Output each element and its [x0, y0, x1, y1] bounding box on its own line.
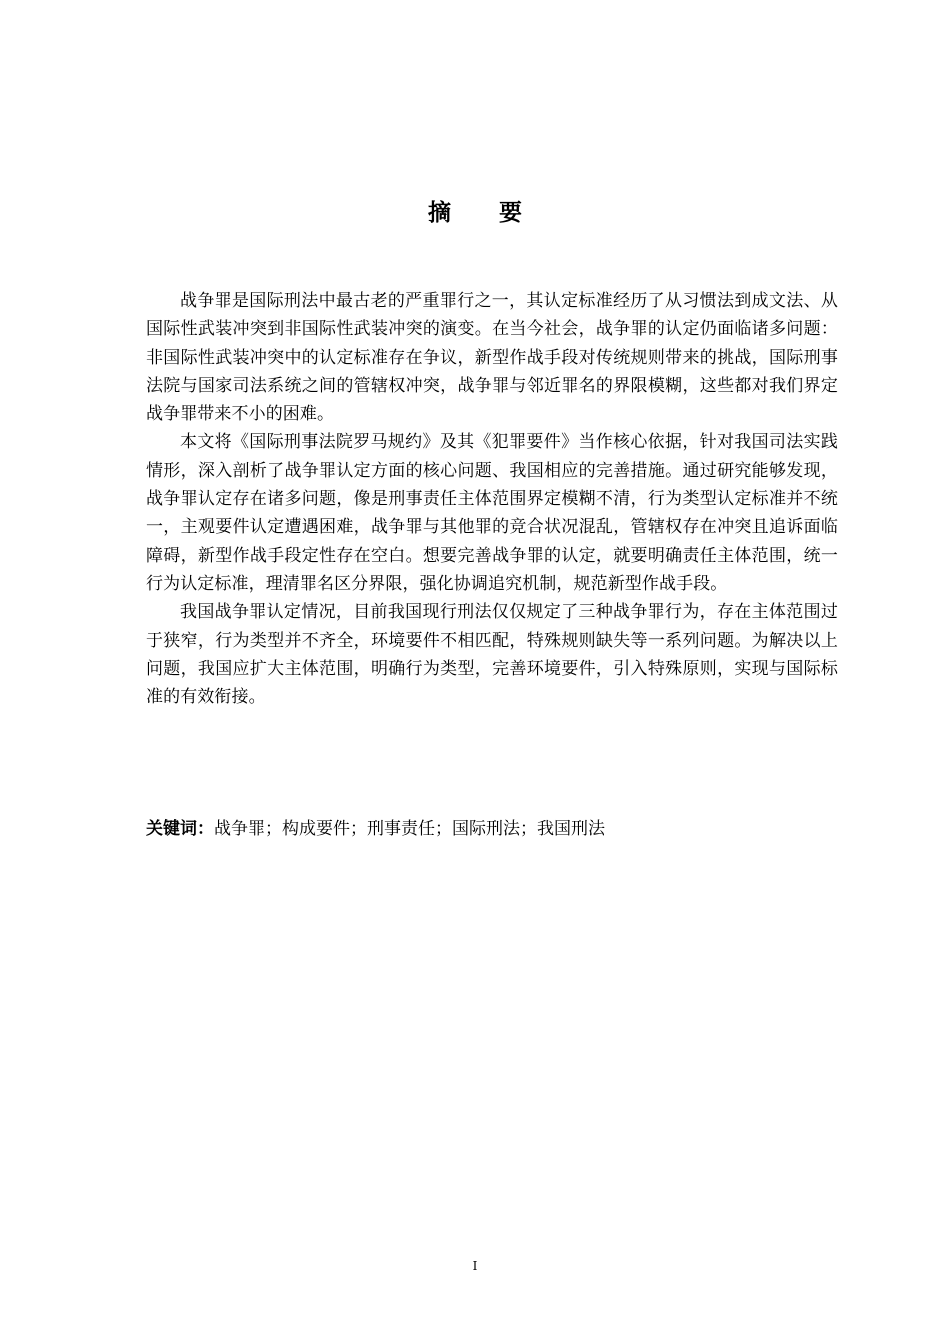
page-title: 摘 要: [427, 200, 542, 226]
keywords-value: 战争罪；构成要件；刑事责任；国际刑法；我国刑法: [214, 819, 605, 839]
abstract-paragraph-3: 我国战争罪认定情况，目前我国现行刑法仅仅规定了三种战争罪行为，存在主体范围过于狭窄，行为类型并不齐全，环境要件不相匹配，特殊规则缺失等一系列问题。为解决以上问题，我国应扩大主体范围，明确行为类型，完善环境要件，引入特殊原则，实现与国际标准的有效衔接。: [146, 602, 838, 708]
keywords-line: [146, 815, 838, 843]
abstract-paragraph-1: 战争罪是国际刑法中最古老的严重罪行之一，其认定标准经历了从习惯法到成文法、从国际性武装冲突到非国际性武装冲突的演变。在当今社会，战争罪的认定仍面临诸多问题：非国际性武装冲突中的认定标准存在争议，新型作战手段对传统规则带来的挑战，国际刑事法院与国家司法系统之间的管辖权冲突，战争罪与邻近罪名的界限模糊，这些都对我们界定战争罪带来不小的困难。: [146, 291, 838, 425]
page-number: I: [472, 1259, 478, 1273]
keywords-label: 关键词：: [146, 819, 214, 839]
abstract-body: [146, 287, 838, 711]
abstract-paragraph-2: 本文将《国际刑事法院罗马规约》及其《犯罪要件》当作核心依据，针对我国司法实践情形，深入剖析了战争罪认定方面的核心问题、我国相应的完善措施。通过研究能够发现，战争罪认定存在诸多问题，像是刑事责任主体范围界定模糊不清，行为类型认定标准并不统一，主观要件认定遭遇困难，战争罪与其他罪的竞合状况混乱，管辖权存在冲突且追诉面临障碍，新型作战手段定性存在空白。想要完善战争罪的认定，就要明确责任主体范围，统一行为认定标准，理清罪名区分界限，强化协调追究机制，规范新型作战手段。: [146, 432, 838, 594]
